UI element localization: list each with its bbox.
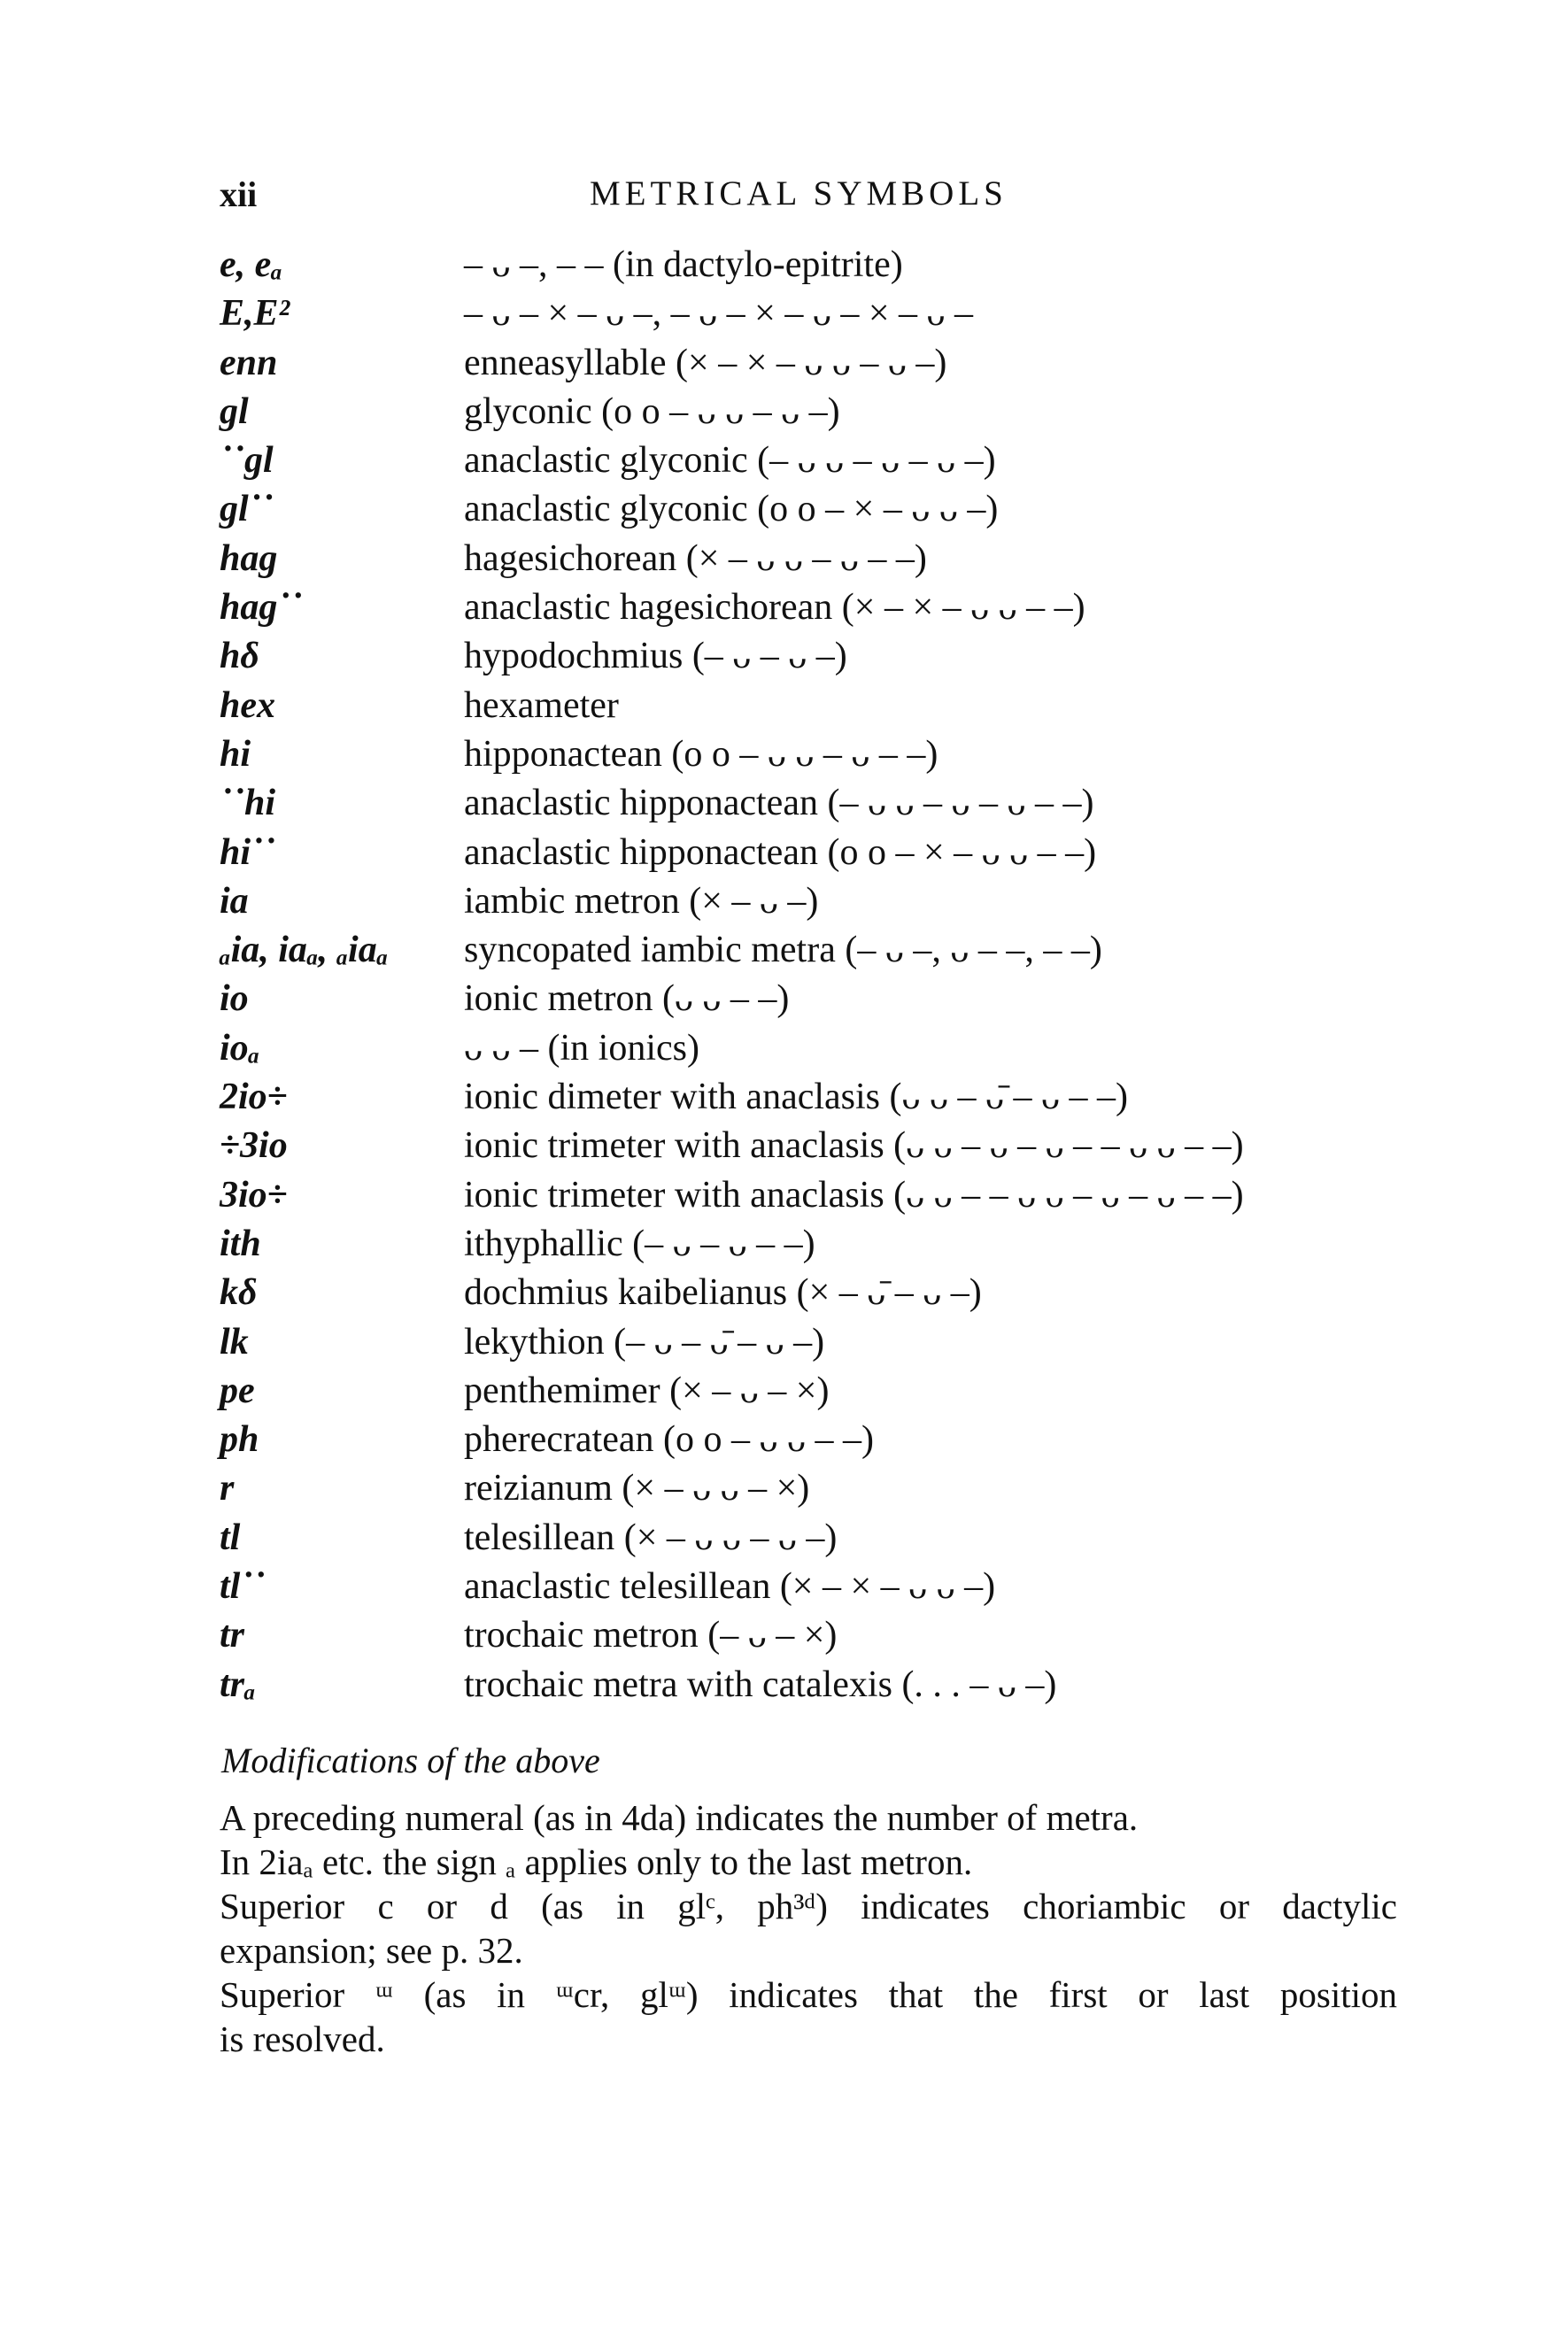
modification-line: expansion; see p. 32. — [220, 1930, 523, 1971]
symbol-description: hagesichorean (× – ᴗ ᴗ – ᴗ – –) — [464, 537, 927, 579]
symbol-abbreviation: trₐ — [220, 1664, 256, 1705]
symbol-description: trochaic metra with catalexis (. . . – ᴗ –) — [464, 1664, 1057, 1705]
symbol-entry — [212, 1416, 1390, 1464]
symbol-list — [212, 241, 1390, 1710]
symbol-entry — [212, 1269, 1390, 1317]
symbol-description: dochmius kaibelianus (× – ᴗ̄ – ᴗ –) — [464, 1272, 982, 1314]
symbol-description: lekythion (– ᴗ – ᴗ̄ – ᴗ –) — [464, 1321, 825, 1362]
symbol-abbreviation: hag — [220, 537, 278, 579]
symbol-description: anaclastic hipponactean (– ᴗ ᴗ – ᴗ – ᴗ – –) — [464, 783, 1094, 824]
symbol-description: hipponactean (o o – ᴗ ᴗ – ᴗ – –) — [464, 733, 938, 775]
symbol-description: anaclastic glyconic (– ᴗ ᴗ – ᴗ – ᴗ –) — [464, 440, 996, 482]
symbol-description: ionic metron (ᴗ ᴗ – –) — [464, 978, 790, 1020]
symbol-abbreviation: ˙˙gl — [220, 440, 274, 482]
symbol-entry — [212, 1367, 1390, 1416]
symbol-description: ionic trimeter with anaclasis (ᴗ ᴗ – – ᴗ ᴗ – ᴗ – ᴗ – –) — [464, 1174, 1244, 1216]
symbol-description: anaclastic hipponactean (o o – × – ᴗ ᴗ – –) — [464, 831, 1097, 873]
modification-line: In 2iaₐ etc. the sign ₐ applies only to the last metron. — [220, 1841, 973, 1882]
symbol-description: anaclastic telesillean (× – × – ᴗ ᴗ –) — [464, 1566, 996, 1608]
symbol-abbreviation: 2io÷ — [220, 1077, 288, 1118]
symbol-entry — [212, 1171, 1390, 1220]
symbol-abbreviation: enn — [220, 342, 278, 383]
symbol-abbreviation: r — [220, 1468, 235, 1509]
symbol-entry — [212, 1661, 1390, 1710]
symbol-entry — [212, 779, 1390, 828]
symbol-entry — [212, 829, 1390, 877]
symbol-description: hexameter — [464, 684, 619, 726]
symbol-description: enneasyllable (× – × – ᴗ ᴗ – ᴗ –) — [464, 342, 947, 383]
section-heading: Modifications of the above — [221, 1741, 600, 1780]
symbol-abbreviation: tl˙˙ — [220, 1566, 266, 1608]
symbol-entry — [212, 877, 1390, 926]
symbol-abbreviation: 3io÷ — [220, 1174, 288, 1216]
symbol-entry — [212, 241, 1390, 289]
symbol-entry — [212, 436, 1390, 485]
symbol-entry — [212, 289, 1390, 338]
symbol-description: iambic metron (× – ᴗ –) — [464, 880, 819, 922]
symbol-abbreviation: io — [220, 978, 249, 1020]
modification-line: Superior ᵚ (as in ᵚcr, glᵚ) indicates that the first or last position — [220, 1974, 1397, 2015]
symbol-entry — [212, 485, 1390, 534]
symbol-description: anaclastic glyconic (o o – × – ᴗ ᴗ –) — [464, 489, 999, 530]
symbol-entry — [212, 388, 1390, 436]
symbol-abbreviation: hag˙˙ — [220, 587, 303, 629]
symbol-entry — [212, 1514, 1390, 1563]
symbol-description: pherecratean (o o – ᴗ ᴗ – –) — [464, 1419, 874, 1461]
modification-line: Superior c or d (as in glᶜ, ph³ᵈ) indicates choriambic or dactylic — [220, 1886, 1397, 1926]
symbol-abbreviation: lk — [220, 1321, 249, 1362]
symbol-entry — [212, 1073, 1390, 1122]
modification-line: A preceding numeral (as in 4da) indicates the number of metra. — [220, 1797, 1139, 1838]
symbol-description: – ᴗ –, – – (in dactylo-epitrite) — [464, 244, 903, 285]
symbol-abbreviation: pe — [220, 1370, 255, 1411]
symbol-description: penthemimer (× – ᴗ – ×) — [464, 1370, 830, 1411]
symbol-description: reizianum (× – ᴗ ᴗ – ×) — [464, 1468, 810, 1509]
symbol-abbreviation: gl˙˙ — [220, 489, 274, 530]
symbol-entry — [212, 339, 1390, 388]
symbol-abbreviation: tl — [220, 1517, 241, 1558]
symbol-description: ionic dimeter with anaclasis (ᴗ ᴗ – ᴗ̄ – ᴗ – –) — [464, 1077, 1128, 1118]
symbol-abbreviation: e, eₐ — [220, 244, 282, 285]
symbol-description: ionic trimeter with anaclasis (ᴗ ᴗ – ᴗ – ᴗ – – ᴗ ᴗ – –) — [464, 1125, 1244, 1167]
symbol-abbreviation: ˙˙hi — [220, 783, 275, 824]
symbol-entry — [212, 1220, 1390, 1269]
symbol-description: hypodochmius (– ᴗ – ᴗ –) — [464, 636, 847, 677]
symbol-description: anaclastic hagesichorean (× – × – ᴗ ᴗ – –) — [464, 587, 1085, 629]
symbol-description: telesillean (× – ᴗ ᴗ – ᴗ –) — [464, 1517, 838, 1558]
symbol-abbreviation: hex — [220, 684, 275, 726]
symbol-entry — [212, 1024, 1390, 1073]
symbol-abbreviation: ith — [220, 1223, 261, 1264]
page-number: xii — [220, 174, 258, 214]
symbol-entry — [212, 926, 1390, 975]
symbol-entry — [212, 1611, 1390, 1660]
symbol-entry — [212, 1122, 1390, 1170]
symbol-abbreviation: ia — [220, 880, 249, 922]
modification-line: is resolved. — [220, 2019, 385, 2059]
symbol-abbreviation: gl — [220, 390, 249, 432]
symbol-entry — [212, 975, 1390, 1023]
symbol-description: trochaic metron (– ᴗ – ×) — [464, 1615, 838, 1656]
symbol-abbreviation: tr — [220, 1615, 245, 1656]
running-title: METRICAL SYMBOLS — [590, 174, 1008, 212]
symbol-entry — [212, 535, 1390, 583]
symbol-abbreviation: kδ — [220, 1272, 258, 1314]
symbol-description: ithyphallic (– ᴗ – ᴗ – –) — [464, 1223, 815, 1264]
symbol-entry — [212, 682, 1390, 730]
symbol-description: syncopated iambic metra (– ᴗ –, ᴗ – –, – –) — [464, 930, 1102, 971]
symbol-abbreviation: E,E² — [220, 293, 290, 335]
symbol-abbreviation: ioₐ — [220, 1027, 260, 1069]
symbol-abbreviation: ₐia, iaₐ, ₐiaₐ — [220, 930, 389, 971]
symbol-entry — [212, 1318, 1390, 1367]
symbol-description: glyconic (o o – ᴗ ᴗ – ᴗ –) — [464, 390, 840, 432]
symbol-entry — [212, 1464, 1390, 1513]
page-header — [220, 174, 1397, 227]
symbol-abbreviation: hi — [220, 733, 251, 775]
symbol-description: – ᴗ – × – ᴗ –, – ᴗ – × – ᴗ – × – ᴗ – — [464, 293, 974, 335]
symbol-abbreviation: hi˙˙ — [220, 831, 275, 873]
symbol-entry — [212, 632, 1390, 681]
symbol-entry — [212, 1563, 1390, 1611]
symbol-entry — [212, 583, 1390, 632]
symbol-abbreviation: hδ — [220, 636, 259, 677]
symbol-abbreviation: ph — [220, 1419, 259, 1461]
symbol-entry — [212, 730, 1390, 779]
symbol-description: ᴗ ᴗ – (in ionics) — [464, 1027, 699, 1069]
modifications-text — [220, 1795, 1397, 2061]
symbol-abbreviation: ÷3io — [220, 1125, 288, 1167]
